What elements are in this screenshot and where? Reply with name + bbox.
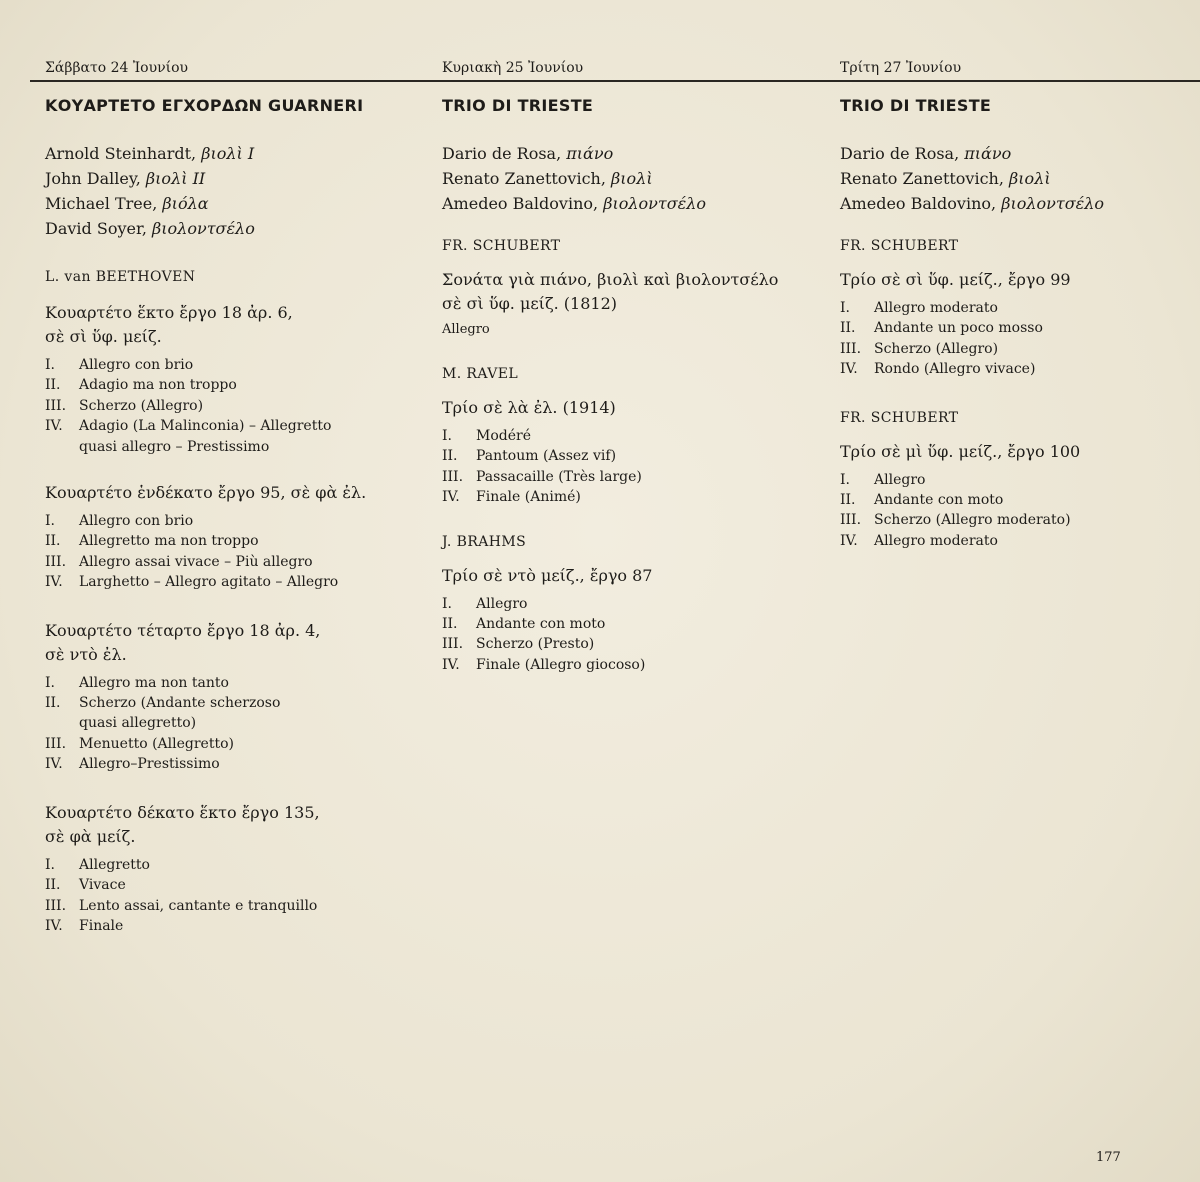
work — [442, 532, 822, 676]
movement-list — [840, 470, 1200, 552]
program-column-saturday — [45, 58, 425, 936]
movement: I. Allegretto — [45, 856, 150, 873]
movement: I. Allegro con brio — [45, 357, 194, 373]
work — [45, 481, 425, 593]
work-title: Σονάτα γιὰ πιάνο, βιολὶ καὶ βιολοντσέλο σὲ σὶ ὕφ. μείζ. (1812) — [442, 270, 779, 313]
work — [442, 364, 822, 508]
movement: I. Allegro — [442, 595, 528, 612]
movement: II. Andante con moto — [840, 492, 1004, 509]
instrument: πιάνο — [964, 144, 1012, 163]
movement: I. Allegro moderato — [840, 300, 998, 316]
performer: David Soyer, βιολοντσέλο — [45, 219, 255, 238]
movement: III. Scherzo (Presto) — [442, 636, 595, 653]
work-title: Κουαρτέτο τέταρτο ἔργο 18 ἀρ. 4, σὲ ντὸ ἐλ. — [45, 620, 321, 664]
program-column-tuesday — [840, 58, 1200, 551]
performer: Renato Zanettovich, βιολὶ — [442, 169, 653, 188]
work-title: Τρίο σὲ μὶ ὕφ. μείζ., ἔργο 100 — [840, 441, 1081, 461]
composer-name: M. RAVEL — [442, 366, 519, 382]
performer-list — [840, 141, 1200, 216]
work — [45, 619, 425, 775]
performer: Michael Tree, βιόλα — [45, 194, 209, 213]
movement-list — [45, 355, 425, 457]
movement: II. Allegretto ma non troppo — [45, 533, 259, 550]
instrument: βιόλα — [162, 194, 209, 213]
composer-name: FR. SCHUBERT — [840, 238, 959, 254]
movement: I. Allegro — [840, 471, 926, 488]
instrument: βιολὶ II — [145, 169, 206, 188]
work — [45, 801, 425, 937]
work — [442, 236, 822, 340]
movement: II. Adagio ma non troppo — [45, 377, 237, 394]
movement: III. Scherzo (Allegro) — [45, 397, 204, 414]
performer: Renato Zanettovich, βιολὶ — [840, 169, 1051, 188]
movement: IV. Allegro–Prestissimo — [45, 756, 220, 773]
performer: Arnold Steinhardt, βιολὶ I — [45, 144, 255, 163]
program-column-sunday — [442, 58, 822, 675]
movement-list — [840, 298, 1200, 380]
work-title: Τρίο σὲ λὰ ἐλ. (1914) — [442, 398, 616, 417]
composer-name: FR. SCHUBERT — [442, 238, 561, 254]
movement: II. Andante un poco mosso — [840, 320, 1043, 337]
movement-list — [45, 855, 425, 937]
movement: I. Allegro con brio — [45, 513, 194, 530]
performer: John Dalley, βιολὶ II — [45, 169, 206, 188]
movement: I. Allegro ma non tanto — [45, 674, 229, 691]
work-title: Κουαρτέτο δέκατο ἕκτο ἔργο 135, σὲ φὰ μείζ. — [45, 802, 320, 846]
movement: III. Passacaille (Très large) — [442, 468, 642, 485]
movement: IV. Allegro moderato — [840, 532, 998, 549]
work-title: Κουαρτέτο ἕκτο ἔργο 18 ἀρ. 6, σὲ σὶ ὕφ. μείζ. — [45, 303, 293, 346]
composer-name: L. van BEETHOVEN — [45, 269, 196, 285]
performer: Amedeo Baldovino, βιολοντσέλο — [840, 194, 1104, 213]
movement: IV. Adagio (La Malinconia) – Allegretto quasi allegro – Prestissimo — [45, 418, 332, 455]
composer-name: FR. SCHUBERT — [840, 409, 959, 426]
work — [45, 267, 425, 457]
instrument: πιάνο — [566, 144, 614, 163]
movement: III. Allegro assai vivace – Più allegro — [45, 553, 313, 570]
instrument: βιολοντσέλο — [1001, 194, 1104, 213]
movement: IV. Larghetto – Allegro agitato – Allegro — [45, 574, 339, 591]
work-title: Κουαρτέτο ἑνδέκατο ἔργο 95, σὲ φὰ ἐλ. — [45, 483, 367, 503]
ensemble-name: TRIO DI TRIESTE — [442, 96, 594, 115]
performer: Amedeo Baldovino, βιολοντσέλο — [442, 194, 706, 213]
movement: III. Scherzo (Allegro) — [840, 340, 999, 357]
movement: III. Lento assai, cantante e tranquillo — [45, 897, 318, 914]
concert-date: Τρίτη 27 Ἰουνίου — [840, 60, 962, 76]
movement: IV. Rondo (Allegro vivace) — [840, 361, 1036, 378]
work — [840, 236, 1200, 380]
movement: II. Vivace — [45, 877, 126, 894]
movement-list — [45, 511, 425, 593]
performer: Dario de Rosa, πιάνο — [442, 144, 614, 163]
performer-list — [442, 141, 822, 216]
performer-list — [45, 141, 425, 241]
movement: IV. Finale — [45, 917, 124, 934]
movement: II. Scherzo (Andante scherzoso quasi allegretto) — [45, 695, 281, 732]
movement: II. Andante con moto — [442, 616, 606, 633]
movement: IV. Finale (Allegro giocoso) — [442, 656, 646, 673]
instrument: βιολὶ — [611, 169, 653, 188]
concert-date: Κυριακὴ 25 Ἰουνίου — [442, 60, 584, 76]
work-title: Τρίο σὲ σὶ ὕφ. μείζ., ἔργο 99 — [840, 270, 1071, 289]
movement: II. Pantoum (Assez vif) — [442, 448, 617, 465]
movement: I. Modéré — [442, 428, 531, 444]
composer-name: J. BRAHMS — [442, 533, 527, 550]
instrument: βιολὶ — [1009, 169, 1051, 188]
ensemble-name: ΚΟΥΑΡΤΕΤΟ ΕΓΧΟΡΔΩΝ GUARNERI — [45, 96, 364, 115]
ensemble-name: TRIO DI TRIESTE — [840, 96, 992, 115]
instrument: βιολὶ I — [201, 144, 255, 163]
movement-list — [45, 673, 425, 775]
movement-list — [442, 594, 822, 676]
instrument: βιολοντσέλο — [603, 194, 706, 213]
performer: Dario de Rosa, πιάνο — [840, 144, 1012, 163]
movement: III. Menuetto (Allegretto) — [45, 735, 234, 752]
work — [840, 408, 1200, 552]
concert-date: Σάββατο 24 Ἰουνίου — [45, 60, 189, 76]
instrument: βιολοντσέλο — [152, 219, 255, 238]
page-number: 177 — [1096, 1150, 1121, 1165]
work-title: Τρίο σὲ ντὸ μείζ., ἔργο 87 — [442, 565, 653, 585]
movement-note: Allegro — [442, 322, 490, 337]
movement-list — [442, 426, 822, 508]
movement: III. Scherzo (Allegro moderato) — [840, 512, 1071, 529]
movement: IV. Finale (Animé) — [442, 489, 581, 506]
